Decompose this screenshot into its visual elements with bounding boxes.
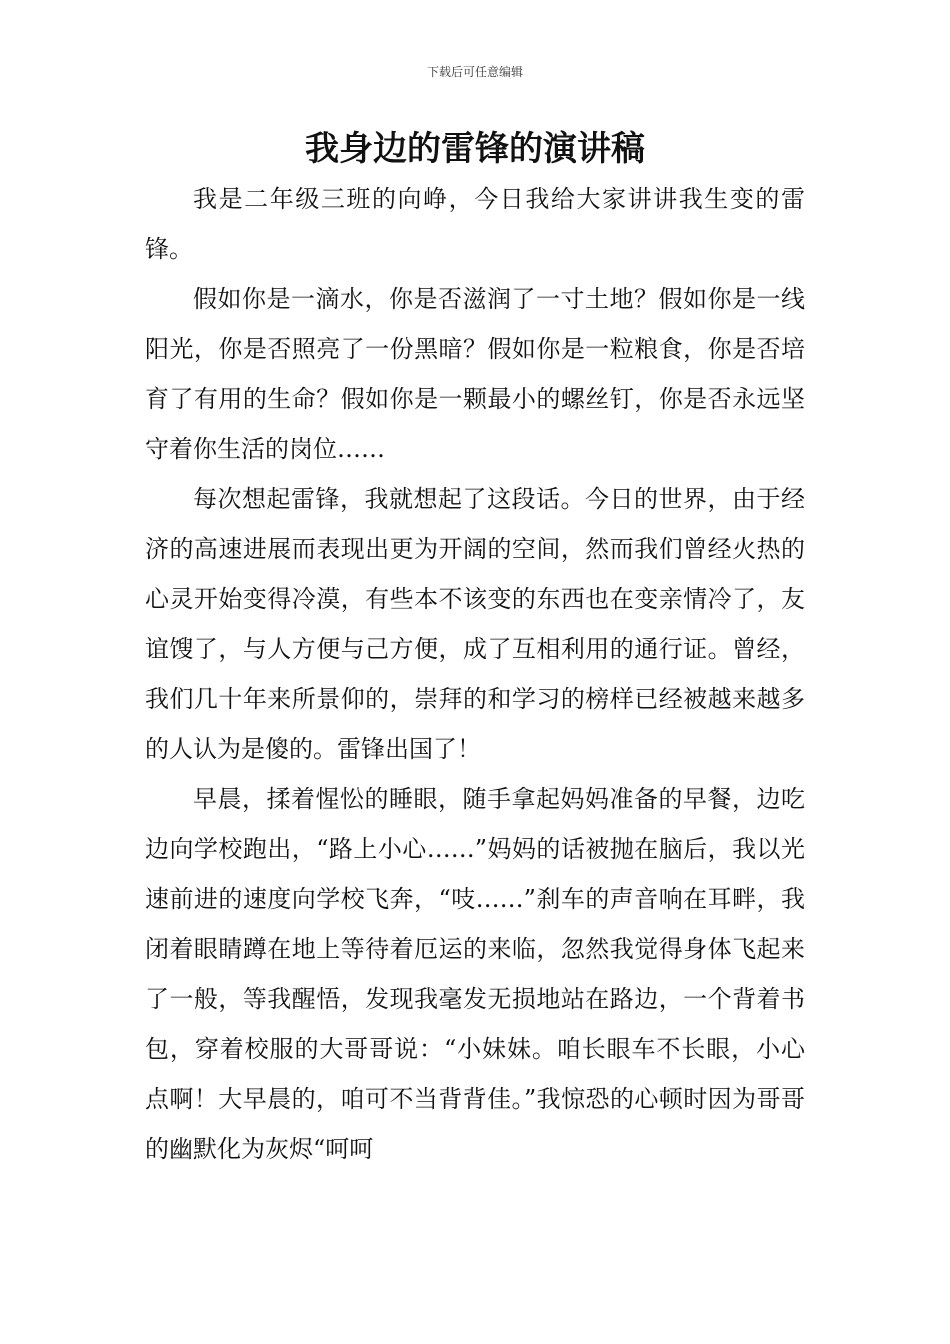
document-title: 我身边的雷锋的演讲稿 (305, 129, 645, 169)
document-body (145, 174, 805, 1174)
paragraph-intro: 我是二年级三班的向峥，今日我给大家讲讲我生变的雷锋。 (145, 185, 805, 263)
header-note: 下载后可任意编辑 (426, 65, 523, 79)
paragraph-story: 早晨，揉着惺忪的睡眼，随手拿起妈妈准备的早餐，边吃边向学校跑出，“路上小心……”妈妈的话被抛在脑后，我以光速前进的速度向学校飞奔，“吱……”刹车的声音响在耳畔，我闭着眼睛蹲在地上等待着厄运的来临，忽然我觉得身体飞起来了一般，等我醒悟，发现我毫发无损地站在路边，一个背着书包，穿着校服的大哥哥说：“小妹妹。咱长眼车不长眼，小心点啊！大早晨的，咱可不当背背佳。”我惊恐的心顿时因为哥哥的幽默化为灰烬“呵呵 (145, 785, 805, 1163)
paragraph-reflection: 每次想起雷锋，我就想起了这段话。今日的世界，由于经济的高速进展而表现出更为开阔的空间，然而我们曾经火热的心灵开始变得冷漠，有些本不该变的东西也在变亲情冷了，友谊馊了，与人方便与己方便，成了互相利用的通行证。曾经，我们几十年来所景仰的，崇拜的和学习的榜样已经被越来越多的人认为是傻的。雷锋出国了！ (145, 485, 805, 763)
paragraph-questions: 假如你是一滴水，你是否滋润了一寸土地？假如你是一线阳光，你是否照亮了一份黑暗？假如你是一粒粮食，你是否培育了有用的生命？假如你是一颗最小的螺丝钉，你是否永远坚守着你生活的岗位…… (145, 285, 805, 463)
